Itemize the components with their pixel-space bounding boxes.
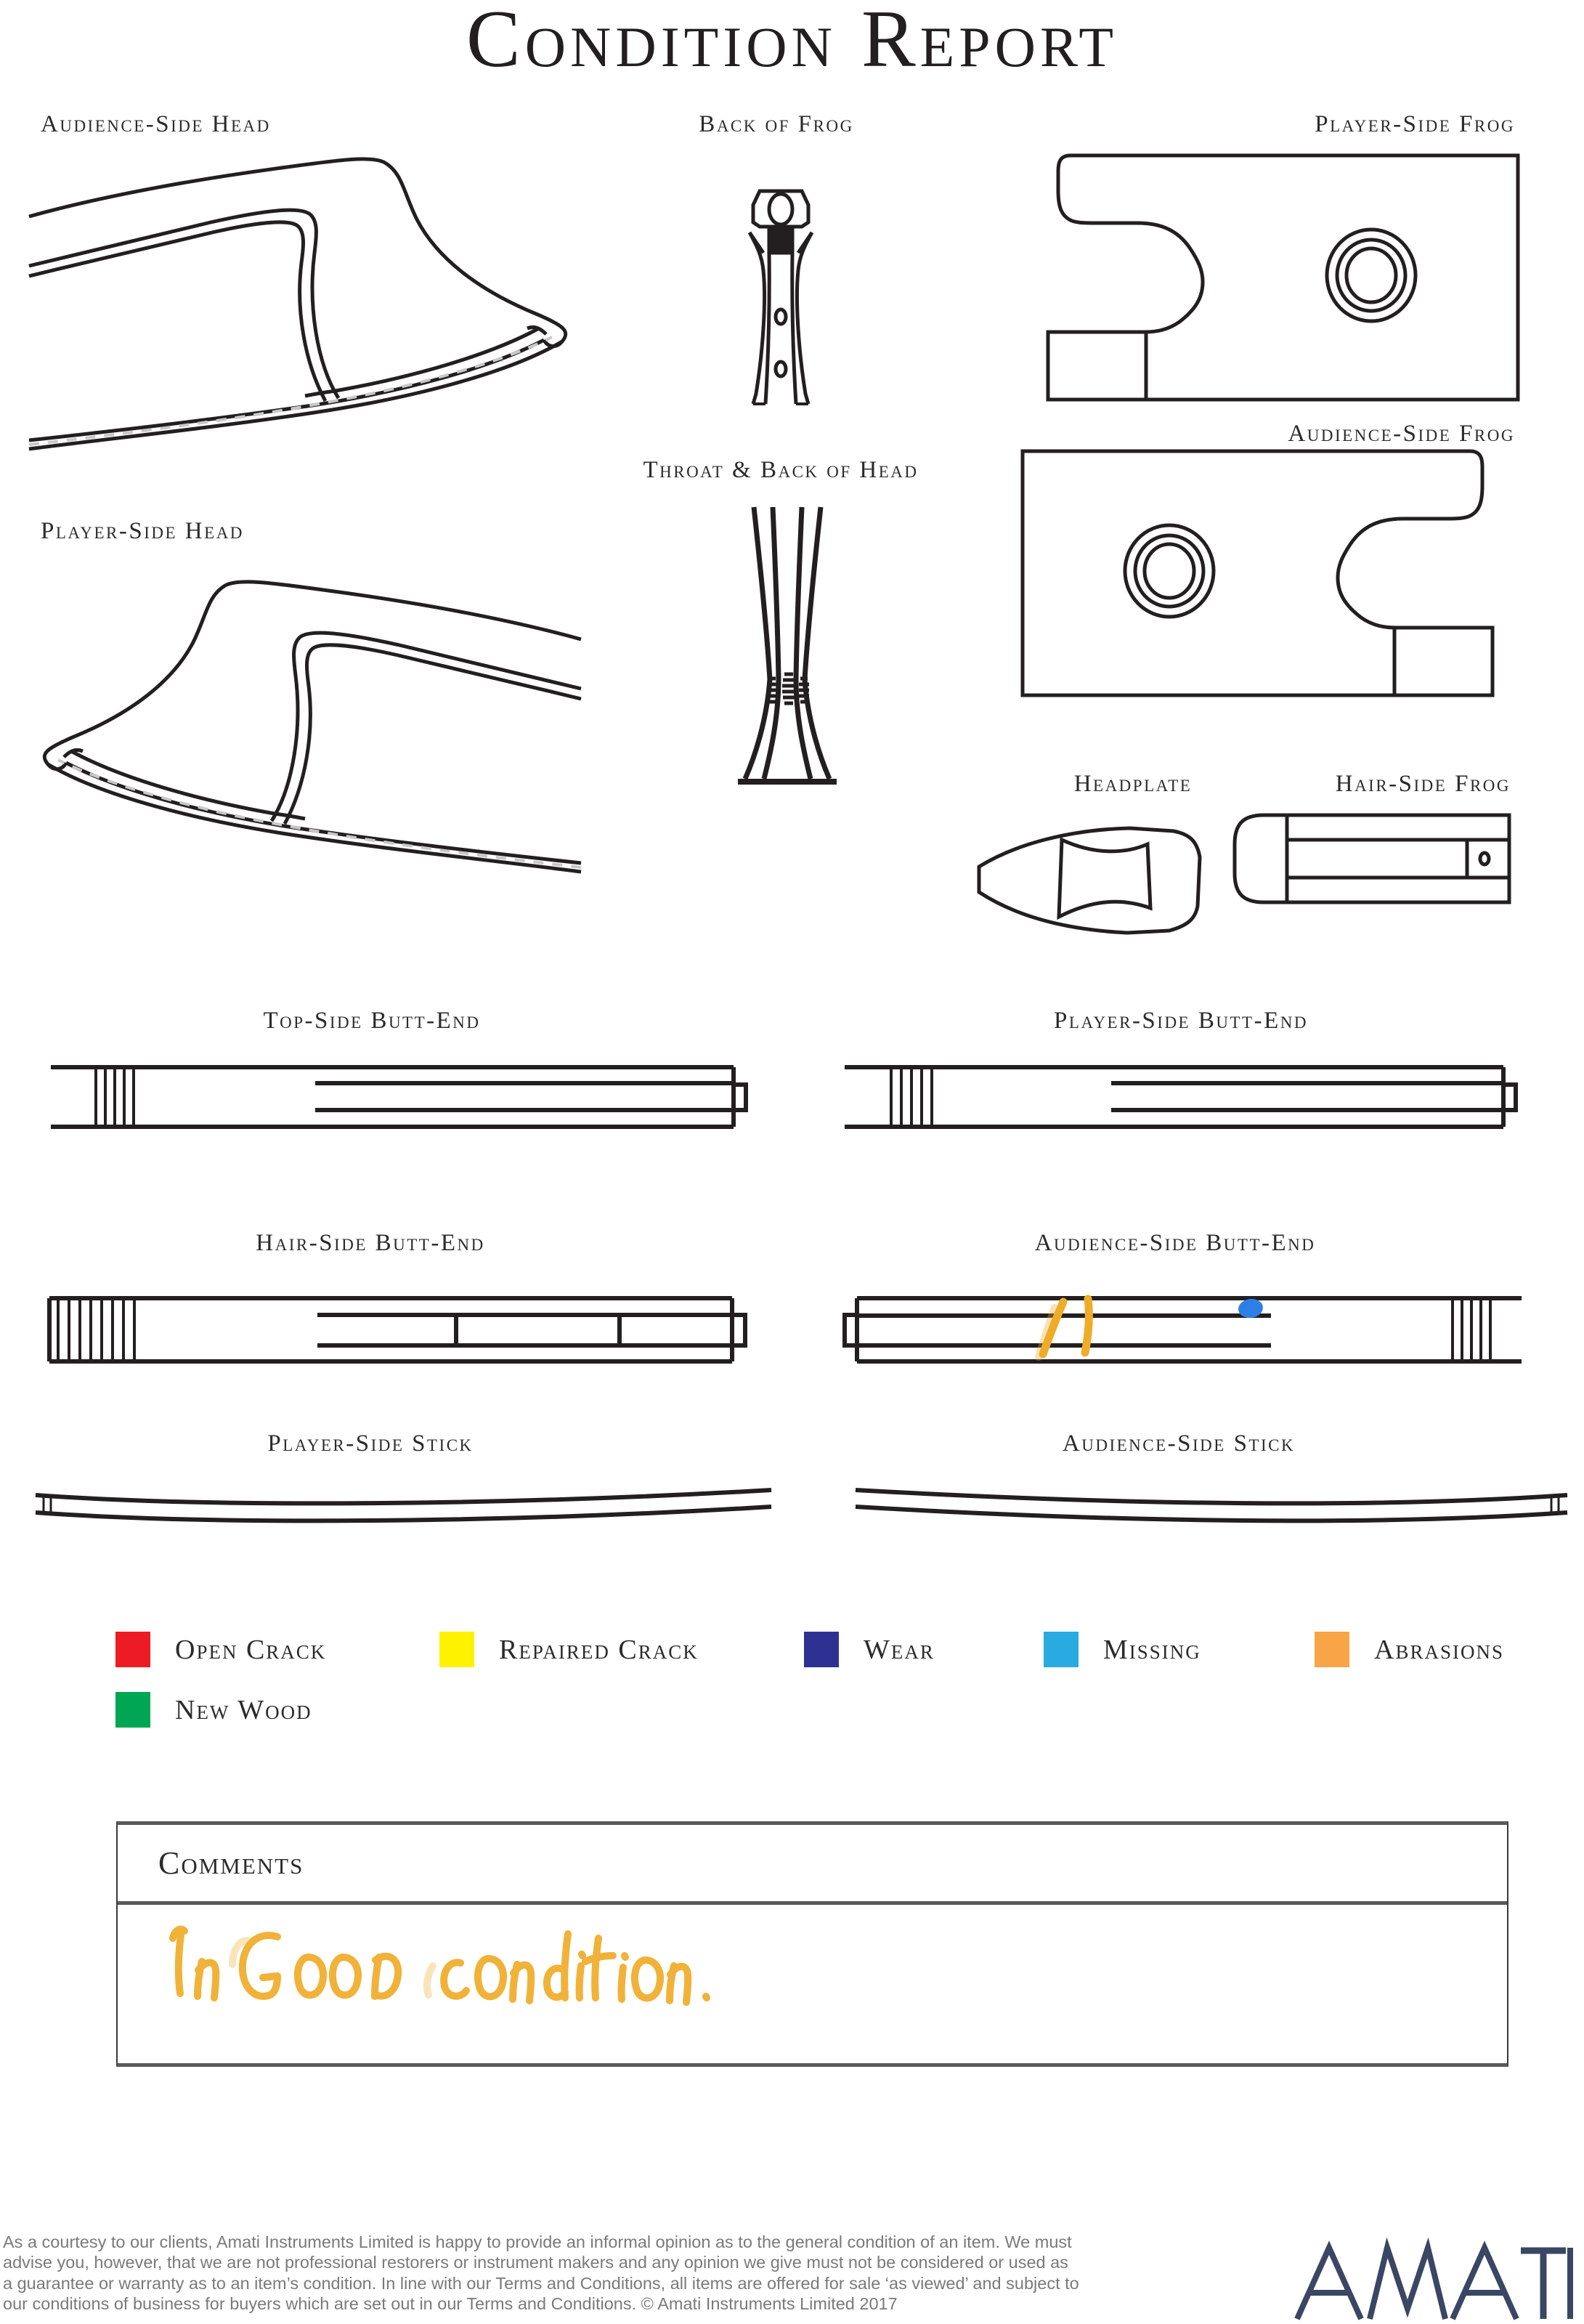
top-side-butt-end-drawing — [51, 1067, 746, 1127]
audience-side-head-drawing — [29, 159, 566, 449]
abrasions-swatch — [1315, 1632, 1349, 1667]
legend-label: Wear — [864, 1634, 935, 1665]
missing-dot-mark — [1237, 1297, 1264, 1319]
open-crack-swatch — [115, 1632, 150, 1667]
repaired-crack-mark — [1085, 1299, 1089, 1353]
footer-disclaimer — [3, 2232, 1136, 2315]
legend-label: Missing — [1103, 1634, 1201, 1665]
label-top-side-butt-end: Top-Side Butt-End — [263, 1008, 481, 1034]
hair-side-butt-end-drawing — [49, 1298, 745, 1361]
player-side-stick-drawing — [36, 1490, 771, 1521]
label-audience-side-frog: Audience-Side Frog — [1288, 421, 1515, 447]
comments-heading: Comments — [158, 1845, 304, 1881]
throat-back-of-head-drawing — [738, 507, 837, 782]
headplate-drawing — [979, 828, 1200, 933]
legend-item-new-wood — [115, 1692, 312, 1728]
disclaimer-line: As a courtesy to our clients, Amati Instruments Limited is happy to provide an informal opinion as to the general condition of an item. We must — [3, 2232, 1072, 2251]
label-audience-side-butt-end: Audience-Side Butt-End — [1034, 1230, 1316, 1256]
hair-side-frog-drawing — [1235, 815, 1509, 902]
mark-smudge — [1039, 1308, 1055, 1357]
audience-side-butt-end-drawing — [845, 1297, 1522, 1361]
legend-label: New Wood — [175, 1694, 312, 1725]
missing-swatch — [1044, 1632, 1079, 1667]
label-hair-side-butt-end: Hair-Side Butt-End — [256, 1230, 485, 1256]
legend-item-open-crack — [115, 1632, 326, 1667]
legend-item-missing — [1044, 1632, 1201, 1667]
legend-label: Abrasions — [1374, 1634, 1504, 1665]
label-player-side-butt-end: Player-Side Butt-End — [1054, 1008, 1308, 1034]
repaired-crack-swatch — [439, 1632, 474, 1667]
legend-item-wear — [804, 1632, 935, 1667]
legend-item-abrasions — [1315, 1632, 1504, 1667]
legend-item-repaired-crack — [439, 1632, 699, 1667]
wear-swatch — [804, 1632, 839, 1667]
player-side-frog-drawing — [1048, 155, 1518, 400]
page-title: Condition Report — [466, 0, 1118, 84]
label-player-side-stick: Player-Side Stick — [267, 1430, 474, 1457]
label-player-side-frog: Player-Side Frog — [1315, 111, 1515, 137]
label-headplate: Headplate — [1073, 771, 1193, 797]
player-side-head-drawing — [44, 582, 581, 872]
comments-header — [118, 1825, 1507, 1905]
label-audience-side-stick: Audience-Side Stick — [1062, 1430, 1296, 1457]
audience-side-stick-drawing — [856, 1490, 1567, 1521]
legend-label: Open Crack — [175, 1634, 327, 1665]
audience-side-frog-drawing — [1023, 451, 1492, 695]
label-player-side-head: Player-Side Head — [41, 518, 244, 544]
disclaimer-line: advise you, however, that we are not professional restorers or instrument makers and any opinion we give must not be considered or used as — [3, 2253, 1068, 2272]
amati-logo — [1297, 2248, 1570, 2319]
label-back-of-frog: Back of Frog — [699, 111, 854, 137]
player-side-butt-end-drawing — [845, 1067, 1516, 1127]
disclaimer-line: our conditions of business for buyers which are set out in our Terms and Conditions. © Amati Instruments Limited 2017 — [3, 2294, 898, 2314]
label-throat-back-of-head: Throat & Back of Head — [643, 457, 919, 483]
comments-section — [116, 1821, 1508, 2067]
legend-label: Repaired Crack — [499, 1634, 699, 1665]
label-audience-side-head: Audience-Side Head — [41, 111, 271, 137]
repaired-crack-mark — [1043, 1302, 1063, 1354]
back-of-frog-drawing — [750, 191, 812, 404]
new-wood-swatch — [115, 1692, 150, 1728]
disclaimer-line: a guarantee or warranty as to an item’s condition. In line with our Terms and Conditions, all items are offered for sale ‘as viewed’ and subject to — [3, 2273, 1079, 2293]
label-hair-side-frog: Hair-Side Frog — [1335, 771, 1511, 797]
